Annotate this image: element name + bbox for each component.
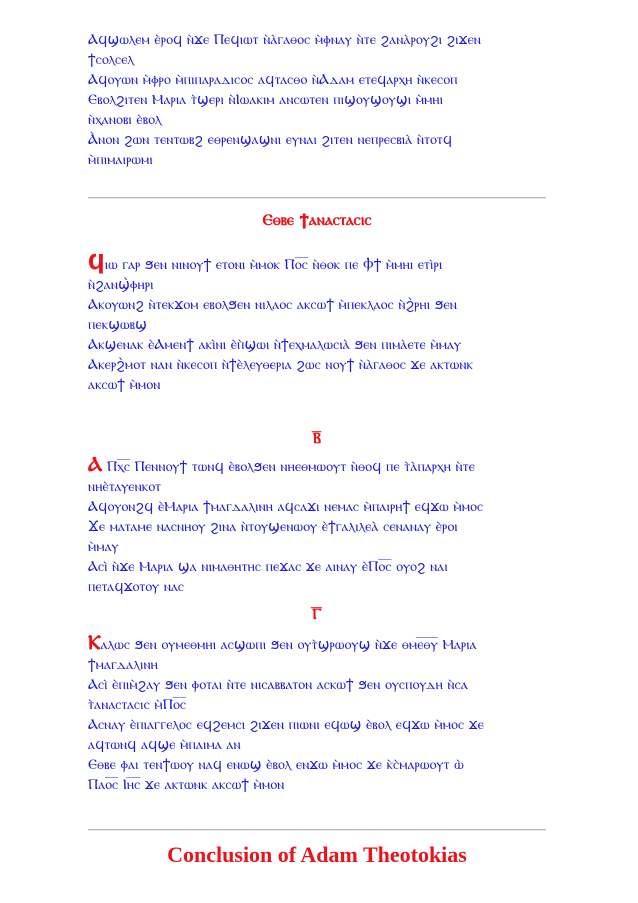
verse-line: Ⲡⲁⲟ̅ⲥ̅ Ⲓⲏ̅ⲥ̅ ϫⲉ ⲁⲕⲧⲱⲛⲕ ⲁⲕⲥⲱϯ ⲙ̀ⲙⲟⲛ <box>88 777 285 793</box>
stanza-3 <box>88 632 550 795</box>
verse-line: Ⲁϥϣⲱⲗⲉⲙ ⲉ̀ⲣⲟϥ ⲛ̀ϫⲉ Ⲡⲉϥⲓⲱⲧ ⲛ̀ⲁ̀ⲅⲁⲑⲟⲥ ⲙ̀ⲫⲛⲁⲩ ⲛ̀ⲧⲉ ϩⲁⲛⲁ̀ⲣⲟⲩϩⲓ ϩⲓϫⲉⲛ <box>88 32 481 48</box>
verse-line: ⲙ̀ⲡⲓⲙⲁⲓⲣⲱⲙⲓ <box>88 152 153 168</box>
verse-line-text: Ⲡⲭ̅ⲥ̅ Ⲡⲉⲛⲛⲟⲩϯ ⲧⲱⲛϥ ⲉ̀ⲃⲟⲗϧⲉⲛ ⲛⲏⲉⲑⲙⲱⲟⲩⲧ ⲛ̀ⲑⲟϥ ⲡⲉ ⲧ̀ⲁ̀ⲡⲁⲣⲭⲏ ⲛ̀ⲧⲉ <box>107 459 475 475</box>
verse-line: ⲁⲕⲥⲱϯ ⲙ̀ⲙⲟⲛ <box>88 377 161 393</box>
verse-line <box>88 454 550 477</box>
verse-line: Ⲁⲕⲟⲩⲱⲛϩ ⲛ̀ⲧⲉⲕϫⲟⲙ ⲉⲃⲟⲗϧⲉⲛ ⲛⲓⲗⲁⲟⲥ ⲁⲕⲥⲱϯ ⲙ̀ⲡⲉⲕⲗⲁⲟⲥ ⲛ̀ϩ̀ⲣⲏⲓ ϧⲉⲛ <box>88 297 457 313</box>
stanza-number: Ⲃ̅ <box>313 429 321 447</box>
section-divider <box>88 829 546 830</box>
verse-line: Ϫⲉ ⲙⲁⲧⲁⲙⲉ ⲛⲁⲥⲛⲏⲟⲩ ϩⲓⲛⲁ ⲛ̀ⲧⲟⲩϣⲉⲛⲱⲟⲩ ⲉ̀ϯⲅⲁⲗⲓⲗⲉⲁ̀ ⲥⲉⲛⲁⲛⲁⲩ ⲉ̀ⲣⲟⲓ <box>88 519 458 535</box>
stanza-2 <box>88 454 550 597</box>
drop-initial: Ⲁ <box>88 454 103 476</box>
verse-line: Ⲁⲥⲓ̀ ⲉ̀ⲡⲓⲙ̀ϩⲁⲩ ϧⲉⲛ ⲫⲟⲧⲁⲓ ⲛ̀ⲧⲉ ⲛⲓⲥⲁⲃⲃⲁⲧⲟⲛ ⲁⲥⲕⲱϯ ϧⲉⲛ ⲟⲩⲥⲡⲟⲩⲇⲏ ⲛ̀ⲥⲁ <box>88 677 468 693</box>
intro-verse <box>88 30 550 170</box>
verse-line: Ⲉⲃⲟⲗϩⲓⲧⲉⲛ Ⲙⲁⲣⲓⲁ ⲧ̀ϣⲉⲣⲓ ⲛ̀Ⲓⲱⲁⲕⲓⲙ ⲁⲛⲥⲱⲧⲉⲛ ⲡⲓϣⲟⲩϣⲟⲩϣⲓ ⲙ̀ⲙⲏⲓ <box>88 92 444 108</box>
section-heading: Ⲉⲑⲃⲉ ϯⲁⲛⲁⲥⲧⲁⲥⲓⲥ <box>262 210 372 229</box>
verse-line: ⲙ̀ⲙⲁⲩ <box>88 539 119 555</box>
verse-line <box>88 632 550 655</box>
conclusion-title: Conclusion of Adam Theotokias <box>167 842 467 867</box>
verse-line: ⲡⲉⲕϣⲱⲃϣ <box>88 317 147 333</box>
verse-line: ⲁϥⲧⲱⲛϥ ⲁϥϣⲉ ⲙ̀ⲡⲁⲓⲙⲁ ⲁⲛ <box>88 737 241 753</box>
verse-line <box>88 252 550 275</box>
verse-line: Ⲁⲕϣⲉⲛⲁⲕ ⲉ̀Ⲁⲙⲉⲛϯ ⲁⲕⲓ̀ⲛⲓ ⲉ̀ⲡ̀ϣⲱⲓ ⲛ̀ϯⲉⲭⲙⲁⲗⲱⲥⲓⲁ̀ ϧⲉⲛ ⲡⲓⲙⲁ̀ⲉⲧⲉ ⲙ̀ⲙⲁⲩ <box>88 337 462 353</box>
verse-line: Ⲁⲥⲓ̀ ⲛ̀ϫⲉ Ⲙⲁⲣⲓⲁ ϣⲁ ⲛⲓⲙⲁⲑⲏⲧⲏⲥ ⲡⲉϫⲁⲥ ϫⲉ ⲁⲓⲛⲁⲩ ⲉ̀Ⲡⲟ̅ⲥ̅ ⲟⲩⲟϩ ⲛⲁⲓ <box>88 559 448 575</box>
verse-line: ⲛⲏⲉ̀ⲧⲁⲩⲉⲛⲕⲟⲧ <box>88 479 162 495</box>
verse-line: ⲡⲉⲧⲁϥϫⲟⲧⲟⲩ ⲛⲁⲥ <box>88 579 185 595</box>
verse-line-text: ⲓⲱ ⲅⲁⲣ ϧⲉⲛ ⲛⲓⲛⲟⲩϯ ⲉⲧⲟⲛⲓ ⲙ̀ⲙⲟⲕ Ⲡⲟ̅ⲥ̅ ⲛ̀ⲑⲟⲕ ⲡⲉ Ⲫϯ ⲙ̀ⲙⲏⲓ ⲉⲧⲓ̀ⲣⲓ <box>104 257 443 273</box>
verse-line: ⲛ̀ⲭⲁⲛⲟⲃⲓ ⲉ̀ⲃⲟⲗ <box>88 112 162 128</box>
drop-initial: Ϥ <box>88 252 105 274</box>
drop-initial: Ⲕ <box>88 632 101 654</box>
verse-line: Ⲁϥⲟⲩⲱⲛ ⲙ̀ⲫⲣⲟ ⲙ̀ⲡⲓⲡⲁⲣⲁⲇⲓⲥⲟⲥ ⲁϥⲧⲁⲥⲑⲟ ⲛ̀Ⲁⲇⲁⲙ ⲉⲧⲉϥⲁⲣⲭⲏ ⲛ̀ⲕⲉⲥⲟⲡ <box>88 72 458 88</box>
verse-line: ⲛ̀ϩⲁⲛϣ̀ⲫⲏⲣⲓ <box>88 277 154 293</box>
stanza-number: Ⲅ̅ <box>312 605 322 623</box>
stanza-1 <box>88 252 550 395</box>
section-divider <box>88 197 546 198</box>
verse-line: Ⲁⲕⲉⲣϩ̀ⲙⲟⲧ ⲛⲁⲛ ⲛ̀ⲕⲉⲥⲟⲡ ⲛ̀ϯⲉ̀ⲗⲉⲩⲑⲉⲣⲓⲁ ϩⲱⲥ ⲛⲟⲩϯ ⲛ̀ⲁ̀ⲅⲁⲑⲟⲥ ϫⲉ ⲁⲕⲧⲱⲛⲕ <box>88 357 474 373</box>
verse-line: Ⲁ̀ⲛⲟⲛ ϩⲱⲛ ⲧⲉⲛⲧⲱⲃϩ ⲉⲑⲣⲉⲛϣⲁϣⲛⲓ ⲉⲩⲛⲁⲓ ϩⲓⲧⲉⲛ ⲛⲉⲡⲣⲉⲥⲃⲓⲁ̀ ⲛ̀ⲧⲟⲧϥ <box>88 132 453 148</box>
verse-line: Ⲉⲑⲃⲉ ⲫⲁⲓ ⲧⲉⲛϯⲱⲟⲩ ⲛⲁϥ ⲉⲛⲱϣ ⲉ̀ⲃⲟⲗ ⲉⲛϫⲱ ⲙ̀ⲙⲟⲥ ϫⲉ ⲕ̀ⲥ̀ⲙⲁⲣⲱⲟⲩⲧ ⲱ̀ <box>88 757 464 773</box>
verse-line: ⲧ̀ⲁⲛⲁⲥⲧⲁⲥⲓⲥ ⲙ̀Ⲡⲟ̅ⲥ̅ <box>88 697 187 713</box>
verse-line: ϯⲥⲟⲗⲥⲉⲗ <box>88 52 135 68</box>
verse-line-text: ⲁⲗⲱⲥ ϧⲉⲛ ⲟⲩⲙⲉⲑⲙⲏⲓ ⲁⲥϣⲱⲡⲓ ϧⲉⲛ ⲟⲩⲧ̀ϣⲣⲱⲟⲩϣ ⲛ̀ϫⲉ ⲑⲙⲉ̅ⲑ̅ⲩ̅ Ⲙⲁⲣⲓⲁ <box>100 637 477 653</box>
verse-line: Ⲁϥⲟⲩⲟⲛϩϥ ⲉ̀Ⲙⲁⲣⲓⲁ ϯⲙⲁⲅⲇⲁⲗⲓⲛⲏ ⲁϥⲥⲁϫⲓ ⲛⲉⲙⲁⲥ ⲙ̀ⲡⲁⲓⲣⲏϯ ⲉϥϫⲱ ⲙ̀ⲙⲟⲥ <box>88 499 484 515</box>
verse-line: ϯⲙⲁⲅⲇⲁⲗⲓⲛⲏ <box>88 657 158 673</box>
verse-line: Ⲁⲥⲛⲁⲩ ⲉ̀ⲡⲓⲁⲅⲅⲉⲗⲟⲥ ⲉϥϩⲉⲙⲥⲓ ϩⲓϫⲉⲛ ⲡⲓⲱⲛⲓ ⲉϥⲱϣ ⲉ̀ⲃⲟⲗ ⲉϥϫⲱ ⲙ̀ⲙⲟⲥ ϫⲉ <box>88 717 484 733</box>
